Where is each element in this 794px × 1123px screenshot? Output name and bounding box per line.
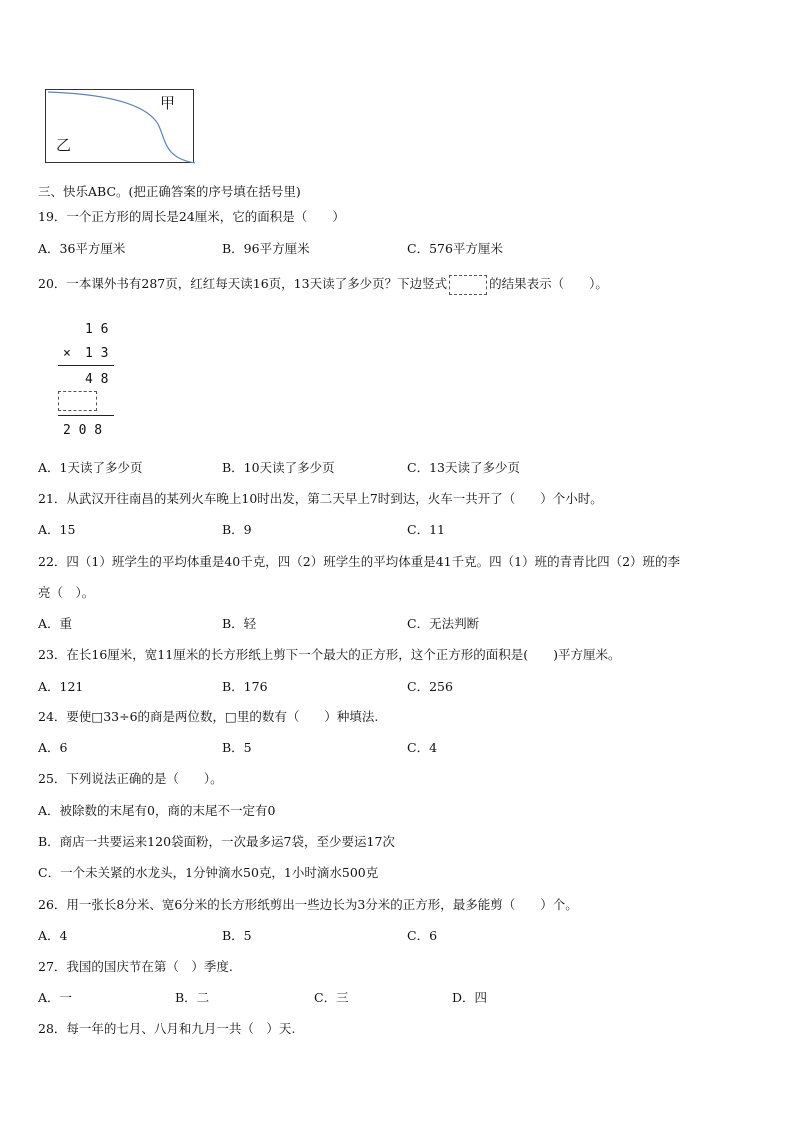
option-c: C．576平方厘米 [407,241,503,256]
option-a: A．一 [38,990,73,1005]
option-a: A．36平方厘米 [38,241,126,256]
option-a: A．4 [38,928,68,943]
calc-rule-2 [58,415,114,416]
label-jia: 甲 [160,94,176,112]
question-24: 24．要使□33÷6的商是两位数，□里的数有（ ）种填法. [38,709,379,724]
option-c: C．4 [407,740,438,755]
question-20-text-a: 20．一本课外书有287页，红红每天读16页，13天读了多少页？下边竖式 [38,276,448,291]
option-a: A．被除数的末尾有0，商的末尾不一定有0 [38,803,276,818]
section-title: 三、快乐ABC。(把正确答案的序号填在括号里) [38,184,301,199]
calc-row-3: 4 8 [85,372,109,387]
option-b: B．9 [222,522,252,537]
option-c: C．三 [314,990,349,1005]
option-b: B．二 [175,990,210,1005]
question-25: 25．下列说法正确的是（ ）。 [38,771,223,786]
option-c: C．6 [407,928,438,943]
option-b: B．10天读了多少页 [222,460,335,475]
option-c: C．一个未关紧的水龙头，1分钟滴水50克，1小时滴水500克 [38,865,379,880]
question-19: 19．一个正方形的周长是24厘米，它的面积是（ ） [38,209,345,224]
option-a: A．6 [38,740,68,755]
option-d: D．四 [452,990,488,1005]
calc-times-sign: × [63,346,71,361]
option-b: B．5 [222,740,252,755]
calc-row-1: 1 6 [85,322,109,337]
calc-dashed-box [58,391,97,411]
option-c: C．11 [407,522,445,537]
calc-row-2: 1 3 [85,346,109,361]
question-23: 23．在长16厘米，宽11厘米的长方形纸上剪下一个最大的正方形，这个正方形的面积是( )平方厘米。 [38,647,621,662]
option-b: B．96平方厘米 [222,241,310,256]
option-c: C．256 [407,679,453,694]
question-27: 27．我国的国庆节在第（ ）季度. [38,959,233,974]
option-c: C．13天读了多少页 [407,460,520,475]
question-22-cont: 亮（ ）。 [38,585,95,600]
option-a: A．1天读了多少页 [38,460,143,475]
option-a: A．15 [38,522,76,537]
curve-figure [45,89,194,163]
option-b: B．5 [222,928,252,943]
option-c: C．无法判断 [407,616,480,631]
option-b: B．商店一共要运来120袋面粉，一次最多运7袋，至少要运17次 [38,834,395,849]
calc-rule-1 [58,365,114,366]
question-28: 28．每一年的七月、八月和九月一共（ ）天. [38,1021,296,1036]
question-22: 22．四（1）班学生的平均体重是40千克，四（2）班学生的平均体重是41千克。四（1）班的青青比四（2）班的李 [38,554,681,569]
question-20 [38,274,608,295]
label-yi: 乙 [56,136,72,154]
question-21: 21．从武汉开往南昌的某列火车晚上10时出发，第二天早上7时到达，火车一共开了（ ）个小时。 [38,491,603,506]
question-26: 26．用一张长8分米、宽6分米的长方形纸剪出一些边长为3分米的正方形，最多能剪（ ）个。 [38,897,578,912]
calc-row-5: 2 0 8 [63,423,103,438]
option-a: A．重 [38,616,73,631]
option-a: A．121 [38,679,84,694]
option-b: B．176 [222,679,268,694]
question-20-text-b: 的结果表示（ ）。 [489,276,608,291]
option-b: B．轻 [222,616,257,631]
dashed-box-inline [449,275,487,295]
